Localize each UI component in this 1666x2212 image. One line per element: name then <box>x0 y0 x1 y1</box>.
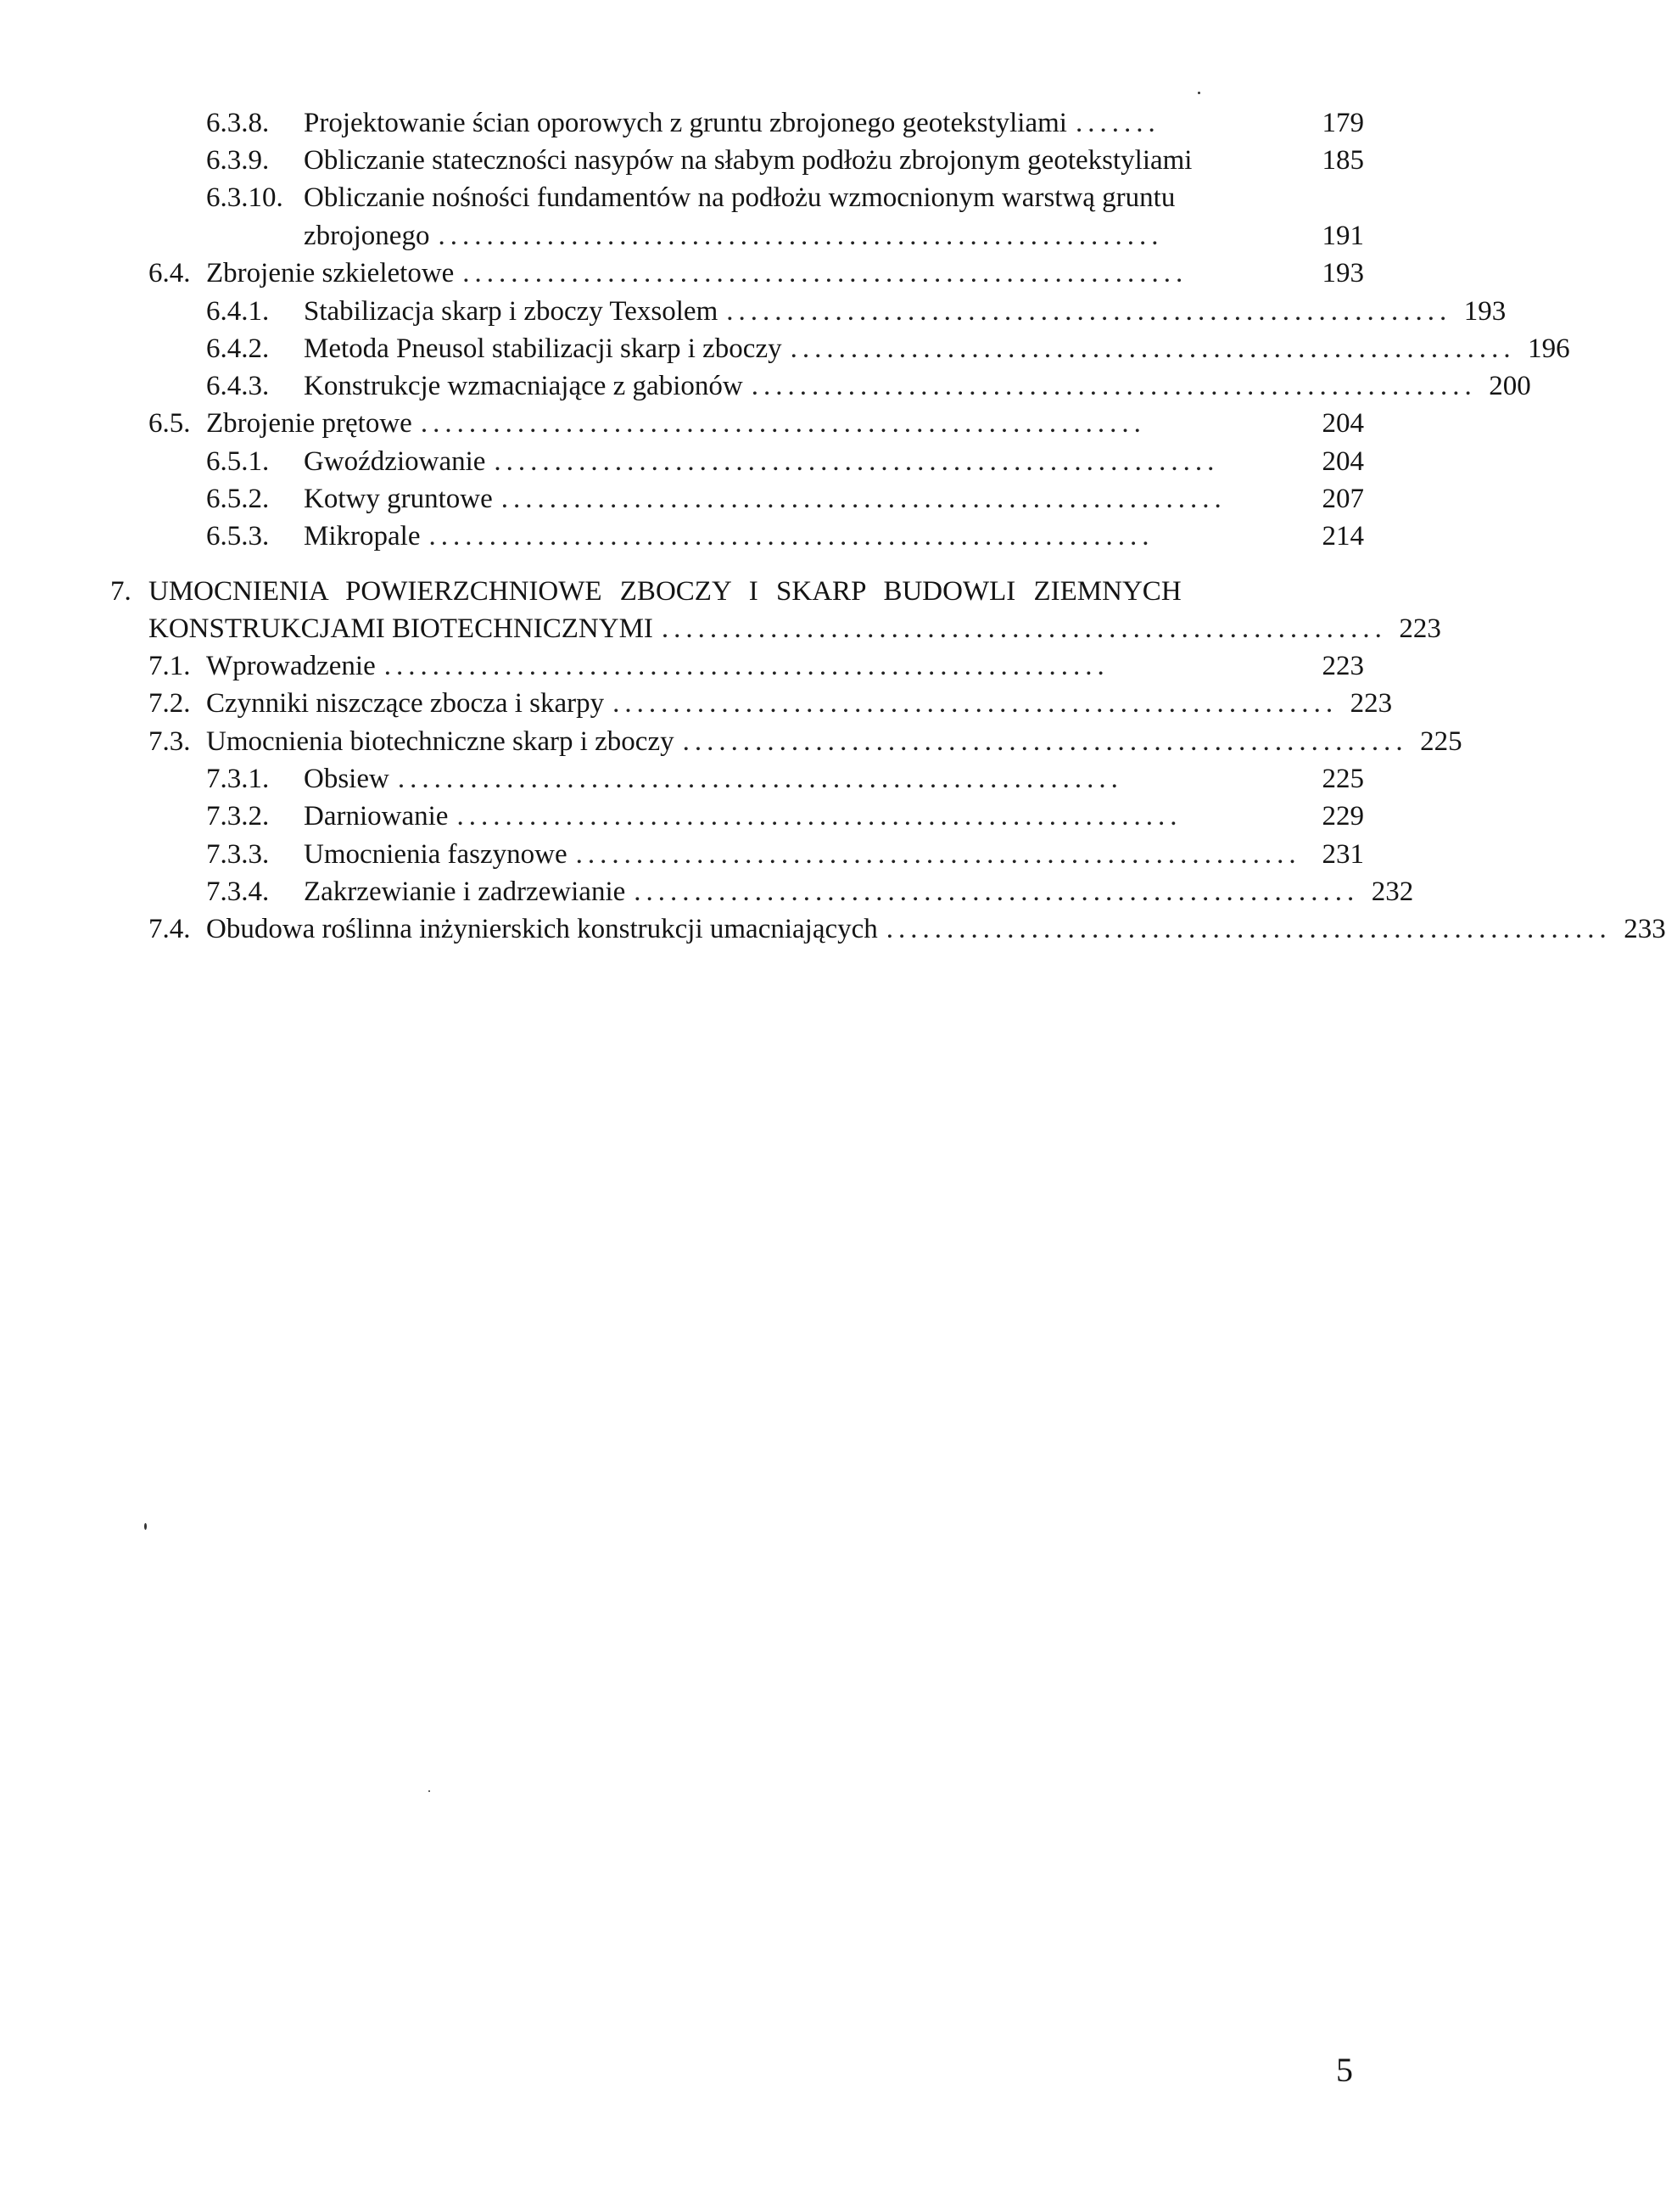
toc-entry-number: 6.3.10. <box>206 182 283 213</box>
toc-entry-number: 7.3.4. <box>206 876 270 907</box>
toc-entry <box>206 443 1364 480</box>
toc-entry-number: 6.4. <box>148 258 191 288</box>
toc-entry-page: 229 <box>1322 801 1364 832</box>
scan-speck <box>1198 92 1200 94</box>
toc-entry <box>304 217 1364 255</box>
toc-entry-page: 196 <box>1528 333 1570 364</box>
toc-entry <box>206 760 1364 798</box>
toc-entry-title: Gwoździowanie <box>304 446 486 477</box>
toc-entry <box>148 910 1666 948</box>
scan-speck <box>428 1790 430 1792</box>
toc-entry <box>206 142 1364 179</box>
toc-entry-number: 7.3.1. <box>206 764 270 794</box>
toc-entry-page: 225 <box>1420 726 1462 757</box>
toc-entry-number: 6.5.3. <box>206 521 270 552</box>
toc-entry <box>148 685 1393 722</box>
toc-entry-title: zbrojonego <box>304 221 430 251</box>
toc-entry-number: 6.5.2. <box>206 484 270 514</box>
toc-entry <box>148 647 1364 685</box>
toc-entry-leader: ............................................................ <box>438 221 1164 251</box>
table-of-contents <box>0 0 1666 976</box>
toc-entry-title: Obliczanie stateczności nasypów na słabym podłożu zbrojonym geotekstyliami <box>304 145 1193 176</box>
toc-entry-number: 6.4.2. <box>206 333 270 364</box>
page-number: 5 <box>1336 2051 1353 2089</box>
toc-entry-page: 204 <box>1322 408 1364 439</box>
toc-entry-number: 6.5. <box>148 408 191 439</box>
toc-entry <box>206 798 1364 835</box>
toc-entry-leader: ............................................................ <box>726 296 1452 327</box>
toc-entry <box>206 480 1364 518</box>
toc-entry <box>206 836 1364 873</box>
toc-entry-page: 179 <box>1322 108 1364 138</box>
toc-entry-title: Projektowanie ścian oporowych z gruntu zbrojonego geotekstyliami <box>304 108 1067 138</box>
toc-chapter-heading <box>110 573 1315 610</box>
toc-entry-number: 7.3. <box>148 726 191 757</box>
toc-entry <box>148 723 1462 760</box>
toc-entry-page: 223 <box>1322 651 1364 681</box>
toc-entry-title: Darniowanie <box>304 801 449 832</box>
toc-entry-leader: ............................................................ <box>462 258 1188 288</box>
toc-entry-title: Zbrojenie szkieletowe <box>206 258 455 288</box>
toc-entry-leader: ............................................................ <box>682 726 1408 757</box>
toc-entry-page: 231 <box>1322 839 1364 870</box>
toc-entry-leader: ............................................................ <box>634 876 1360 907</box>
toc-entry-number: 6.4.1. <box>206 296 270 327</box>
toc-entry-title: Obsiew <box>304 764 389 794</box>
toc-entry-number: 7.1. <box>148 651 191 681</box>
toc-entry-title: KONSTRUKCJAMI BIOTECHNICZNYMI <box>148 613 653 644</box>
toc-entry-page: 223 <box>1399 613 1441 644</box>
toc-entry-title: Czynniki niszczące zbocza i skarpy <box>206 688 605 719</box>
toc-entry-leader: ............................................................ <box>428 521 1154 552</box>
toc-entry-leader: ....... <box>1075 108 1160 138</box>
toc-entry <box>148 610 1441 647</box>
toc-entry <box>206 518 1364 555</box>
toc-entry-title: Metoda Pneusol stabilizacji skarp i zboczy <box>304 333 782 364</box>
toc-entry-leader: ............................................................ <box>751 371 1477 401</box>
toc-entry-page: 191 <box>1322 221 1364 251</box>
toc-entry <box>206 104 1364 142</box>
toc-entry-title: Wprowadzenie <box>206 651 376 681</box>
toc-entry-number: 6.3.9. <box>206 145 270 176</box>
toc-entry-page: 193 <box>1322 258 1364 288</box>
toc-entry-title: Zakrzewianie i zadrzewianie <box>304 876 626 907</box>
toc-entry-page: 232 <box>1371 876 1414 907</box>
toc-entry-title: Stabilizacja skarp i zboczy Texsolem <box>304 296 718 327</box>
toc-entry-page: 193 <box>1463 296 1507 327</box>
toc-entry-number: 6.3.8. <box>206 108 270 138</box>
toc-entry-page: 214 <box>1322 521 1364 552</box>
toc-entry-leader: ............................................................ <box>886 914 1612 944</box>
toc-entry-title: Obudowa roślinna inżynierskich konstrukcji umacniających <box>206 914 878 944</box>
toc-entry <box>206 293 1507 330</box>
toc-entry-page: 185 <box>1322 145 1364 176</box>
toc-entry-page: 225 <box>1322 764 1364 794</box>
toc-entry-leader: ............................................................ <box>500 484 1227 514</box>
toc-entry-number: 6.4.3. <box>206 371 270 401</box>
toc-entry-page: 204 <box>1322 446 1364 477</box>
scan-speck <box>144 1523 147 1530</box>
toc-entry-page: 223 <box>1350 688 1393 719</box>
toc-entry <box>206 330 1570 367</box>
toc-entry <box>148 255 1364 292</box>
toc-entry-number: 7.3.3. <box>206 839 270 870</box>
toc-entry-number: 6.5.1. <box>206 446 270 477</box>
toc-entry-title: UMOCNIENIA POWIERZCHNIOWE ZBOCZY I SKARP BUDOWLI ZIEMNYCH <box>148 576 1182 607</box>
toc-entry-title: Kotwy gruntowe <box>304 484 493 514</box>
toc-entry <box>206 873 1414 910</box>
toc-entry <box>206 367 1531 405</box>
toc-entry-title: Mikropale <box>304 521 421 552</box>
toc-entry-number: 7. <box>110 576 131 607</box>
toc-entry-leader: ............................................................ <box>456 801 1182 832</box>
toc-entry-page: 200 <box>1489 371 1531 401</box>
toc-entry-title: Umocnienia faszynowe <box>304 839 567 870</box>
toc-entry-leader: ............................................................ <box>383 651 1110 681</box>
toc-entry-title: Umocnienia biotechniczne skarp i zboczy <box>206 726 674 757</box>
toc-entry-leader: ............................................................ <box>790 333 1516 364</box>
toc-entry-leader: ............................................................ <box>494 446 1220 477</box>
toc-entry-page: 233 <box>1624 914 1666 944</box>
toc-entry-title: Konstrukcje wzmacniające z gabionów <box>304 371 743 401</box>
toc-entry-leader: ............................................................ <box>420 408 1146 439</box>
toc-entry-number: 7.4. <box>148 914 191 944</box>
toc-entry-title: Obliczanie nośności fundamentów na podłożu wzmocnionym warstwą gruntu <box>304 182 1176 213</box>
toc-entry-number: 7.2. <box>148 688 191 719</box>
toc-entry-leader: ............................................................ <box>397 764 1123 794</box>
toc-entry <box>206 179 1364 216</box>
toc-entry-page: 207 <box>1322 484 1364 514</box>
toc-entry-title: Zbrojenie prętowe <box>206 408 412 439</box>
toc-entry-leader: ............................................................ <box>612 688 1339 719</box>
toc-entry-number: 7.3.2. <box>206 801 270 832</box>
toc-entry <box>148 405 1364 442</box>
toc-entry-leader: ............................................................ <box>575 839 1301 870</box>
toc-entry-leader: ............................................................ <box>661 613 1387 644</box>
